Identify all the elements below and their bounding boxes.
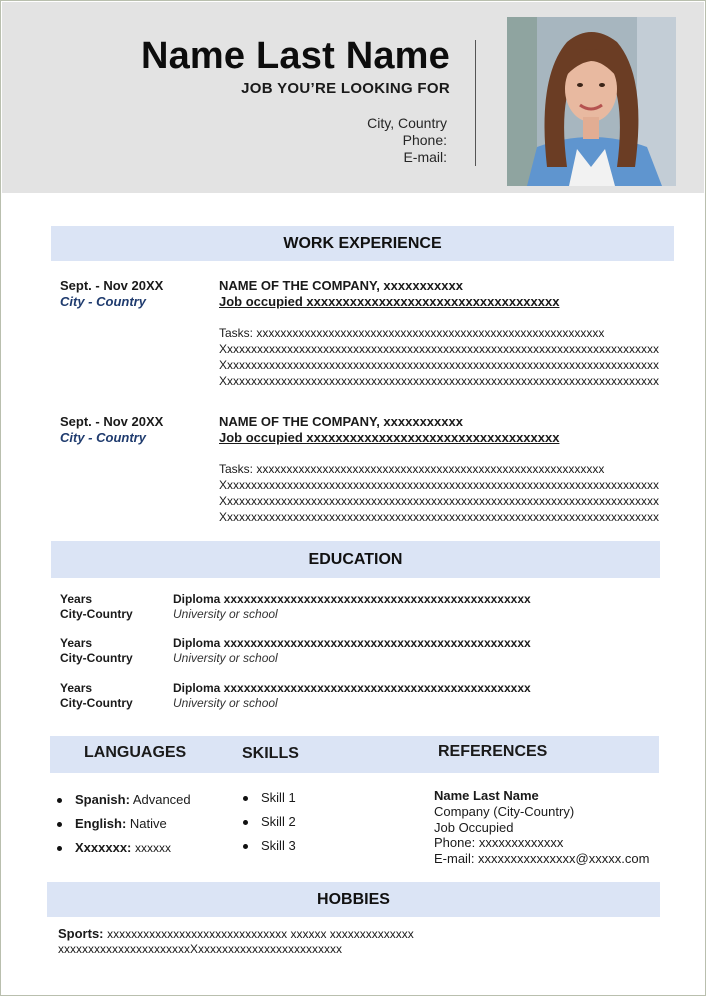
- reference-email: E-mail: xxxxxxxxxxxxxxx@xxxxx.com: [434, 851, 650, 866]
- city-country: City, Country: [367, 115, 447, 131]
- languages-heading: LANGUAGES: [84, 744, 187, 761]
- work-1-task-line: Xxxxxxxxxxxxxxxxxxxxxxxxxxxxxxxxxxxxxxxxxxxxxxxxxxxxxxxxxxxxxxxxxxxxxxxxx: [219, 358, 660, 372]
- work-1-dates: Sept. - Nov 20XX: [60, 278, 164, 293]
- work-2-task-line: Xxxxxxxxxxxxxxxxxxxxxxxxxxxxxxxxxxxxxxxxxxxxxxxxxxxxxxxxxxxxxxxxxxxxxxxxx: [219, 494, 660, 508]
- work-1-task-line: Xxxxxxxxxxxxxxxxxxxxxxxxxxxxxxxxxxxxxxxxxxxxxxxxxxxxxxxxxxxxxxxxxxxxxxxxx: [219, 374, 660, 388]
- edu-2-diploma: Diploma xxxxxxxxxxxxxxxxxxxxxxxxxxxxxxxxxxxxxxxxxxxxxx: [173, 636, 531, 650]
- hobbies-text: xxxxxxxxxxxxxxxxxxxxxxxxxxxxxx xxxxxx xxxxxxxxxxxxxx: [107, 927, 414, 941]
- work-2-task-line: Xxxxxxxxxxxxxxxxxxxxxxxxxxxxxxxxxxxxxxxxxxxxxxxxxxxxxxxxxxxxxxxxxxxxxxxxx: [219, 510, 660, 524]
- hobbies-label: Sports:: [58, 926, 104, 941]
- language-name: Xxxxxxx:: [75, 840, 132, 855]
- work-2-job: Job occupied xxxxxxxxxxxxxxxxxxxxxxxxxxxxxxxxxxx: [219, 430, 560, 445]
- edu-1-city: City-Country: [60, 607, 133, 621]
- work-2-task-line: Tasks: xxxxxxxxxxxxxxxxxxxxxxxxxxxxxxxxxxxxxxxxxxxxxxxxxxxxxxxxxx: [219, 462, 605, 476]
- skills-heading: SKILLS: [242, 745, 299, 762]
- reference-company: Company (City-Country): [434, 804, 575, 819]
- edu-2-school: University or school: [173, 651, 278, 665]
- work-1-task-line: Tasks: xxxxxxxxxxxxxxxxxxxxxxxxxxxxxxxxxxxxxxxxxxxxxxxxxxxxxxxxxx: [219, 326, 605, 340]
- language-level: Native: [129, 816, 167, 831]
- candidate-name: Name Last Name: [140, 35, 450, 77]
- reference-phone: Phone: xxxxxxxxxxxxx: [434, 835, 564, 850]
- language-name: English:: [75, 816, 127, 831]
- hobbies-heading: HOBBIES: [47, 882, 660, 917]
- work-2-dates: Sept. - Nov 20XX: [60, 414, 164, 429]
- hobbies-line-1: [58, 926, 414, 941]
- work-1-location: City - Country: [60, 294, 146, 309]
- list-item: [55, 840, 191, 864]
- work-1-company: NAME OF THE COMPANY, xxxxxxxxxxx: [219, 278, 463, 293]
- education-heading: EDUCATION: [51, 541, 660, 578]
- work-2-location: City - Country: [60, 430, 146, 445]
- work-1-task-line: Xxxxxxxxxxxxxxxxxxxxxxxxxxxxxxxxxxxxxxxxxxxxxxxxxxxxxxxxxxxxxxxxxxxxxxxxx: [219, 342, 660, 356]
- edu-1-years: Years: [60, 592, 93, 606]
- language-level: Advanced: [132, 792, 191, 807]
- list-item: [55, 816, 191, 840]
- list-item: Skill 2: [241, 814, 296, 838]
- work-experience-heading: WORK EXPERIENCE: [51, 226, 674, 261]
- work-1-job: Job occupied xxxxxxxxxxxxxxxxxxxxxxxxxxxxxxxxxxx: [219, 294, 560, 309]
- edu-3-diploma: Diploma xxxxxxxxxxxxxxxxxxxxxxxxxxxxxxxxxxxxxxxxxxxxxx: [173, 681, 531, 695]
- reference-name: Name Last Name: [434, 788, 539, 803]
- header: [2, 2, 704, 193]
- list-item: Skill 1: [241, 790, 296, 814]
- languages-list: [55, 792, 191, 864]
- edu-3-city: City-Country: [60, 696, 133, 710]
- references-heading: REFERENCES: [438, 743, 548, 760]
- email-label: E-mail:: [403, 149, 447, 165]
- edu-3-years: Years: [60, 681, 93, 695]
- work-2-task-line: Xxxxxxxxxxxxxxxxxxxxxxxxxxxxxxxxxxxxxxxxxxxxxxxxxxxxxxxxxxxxxxxxxxxxxxxxx: [219, 478, 660, 492]
- edu-1-diploma: Diploma xxxxxxxxxxxxxxxxxxxxxxxxxxxxxxxxxxxxxxxxxxxxxx: [173, 592, 531, 606]
- contact-info: [367, 115, 447, 166]
- edu-2-city: City-Country: [60, 651, 133, 665]
- job-title: JOB YOU’RE LOOKING FOR: [241, 80, 450, 97]
- portrait-photo-icon: [507, 17, 676, 186]
- hobbies-line-2: xxxxxxxxxxxxxxxxxxxxxxXxxxxxxxxxxxxxxxxxxxxxxxx: [58, 942, 343, 956]
- language-name: Spanish:: [75, 792, 130, 807]
- phone-label: Phone:: [402, 132, 447, 148]
- edu-2-years: Years: [60, 636, 93, 650]
- list-item: Skill 3: [241, 838, 296, 862]
- reference-job: Job Occupied: [434, 820, 514, 835]
- language-level: xxxxxx: [135, 841, 172, 855]
- list-item: [55, 792, 191, 816]
- header-divider: [475, 40, 476, 166]
- work-2-company: NAME OF THE COMPANY, xxxxxxxxxxx: [219, 414, 463, 429]
- edu-3-school: University or school: [173, 696, 278, 710]
- skills-list: [241, 790, 296, 862]
- edu-1-school: University or school: [173, 607, 278, 621]
